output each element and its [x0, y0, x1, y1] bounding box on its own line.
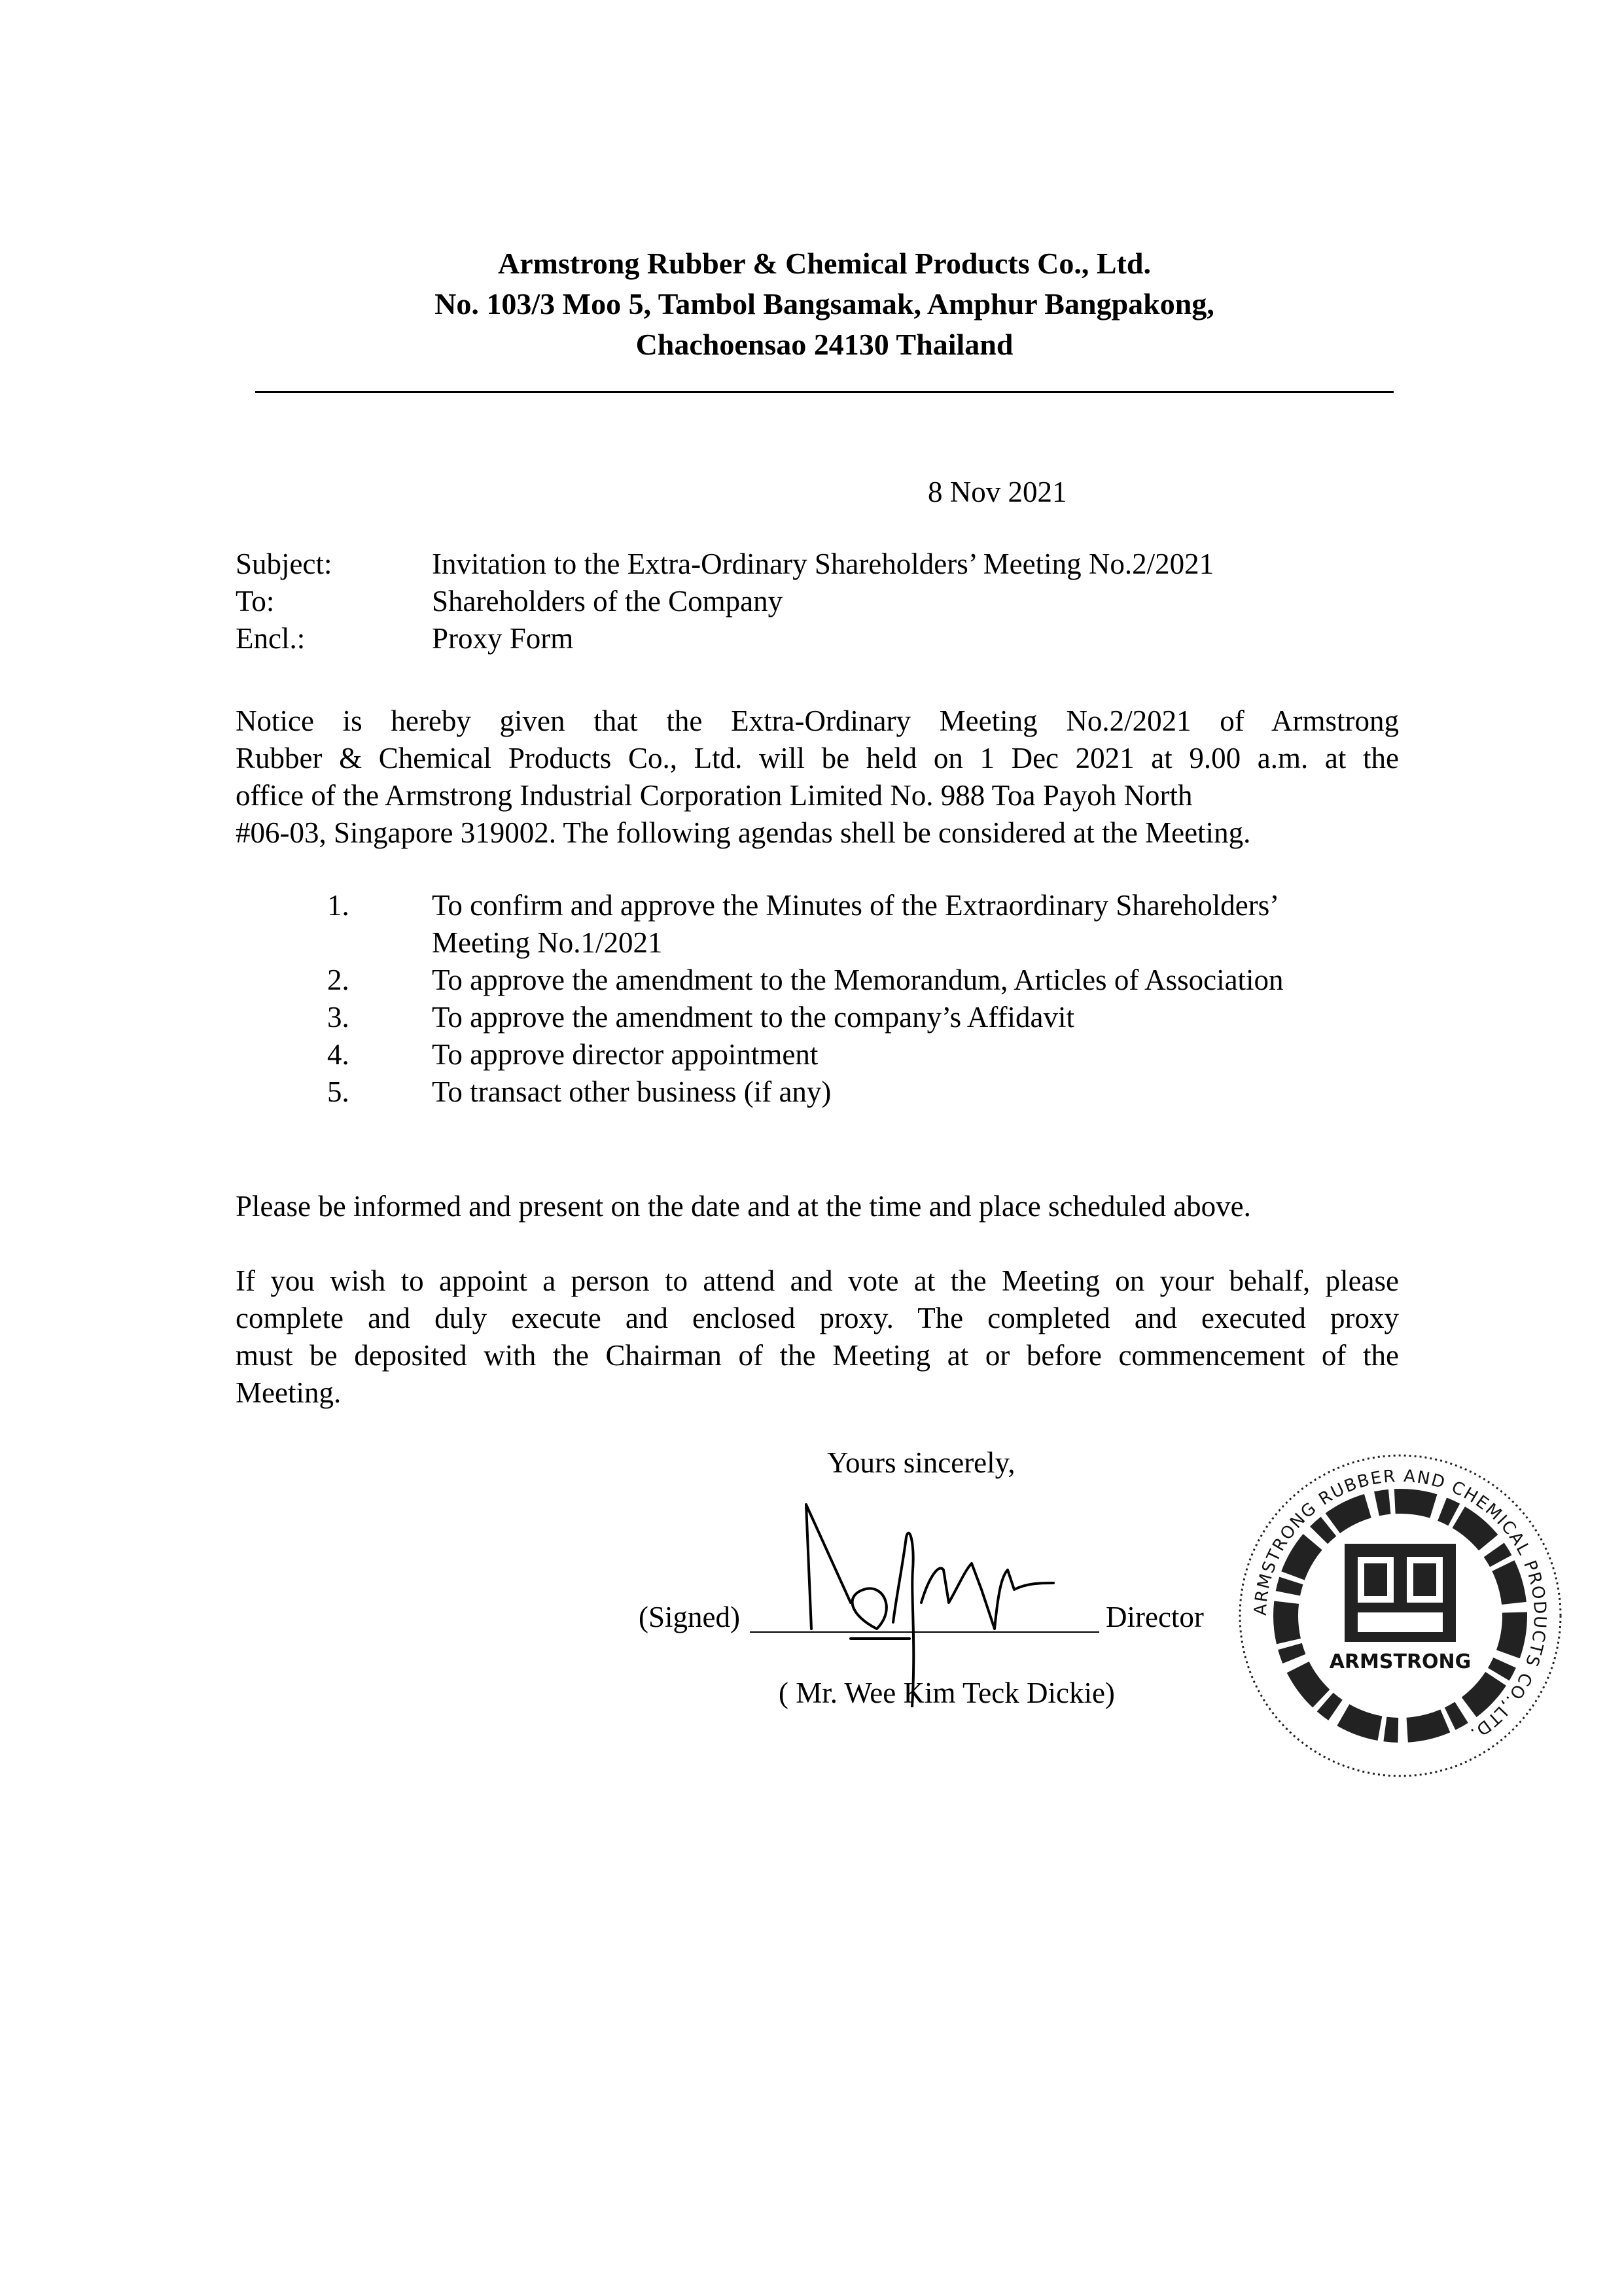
letterhead-divider — [255, 391, 1394, 393]
notice-line: Rubber & Chemical Products Co., Ltd. will be held on 1 Dec 2021 at 9.00 a.m. at the — [236, 742, 1399, 774]
to-row — [236, 583, 1214, 620]
agenda-text-continued: Meeting No.1/2021 — [432, 926, 663, 959]
notice-line: #06-03, Singapore 319002. The following agendas shell be considered at the Meeting. — [236, 816, 1251, 849]
subject-value: Invitation to the Extra-Ordinary Shareholders’ Meeting No.2/2021 — [432, 548, 1214, 580]
letterhead — [236, 243, 1413, 365]
seal-ring-text: ARMSTRONG RUBBER AND CHEMICAL PRODUCTS CO.,LTD. — [1250, 1466, 1550, 1745]
agenda-number: 1. — [327, 889, 349, 922]
subject-label: Subject: — [236, 548, 332, 580]
seal-logo — [1345, 1544, 1456, 1642]
agenda-item — [327, 999, 1400, 1036]
closing-salutation: Yours sincerely, — [827, 1446, 1015, 1479]
company-seal — [1230, 1446, 1570, 1786]
handwritten-signature — [772, 1498, 1060, 1707]
inform-paragraph: Please be informed and present on the date and at the time and place scheduled above. — [236, 1190, 1251, 1223]
enclosure-value: Proxy Form — [432, 622, 574, 655]
company-address-line1: No. 103/3 Moo 5, Tambol Bangsamak, Amphur Bangpakong, — [434, 287, 1214, 321]
to-value: Shareholders of the Company — [432, 585, 783, 617]
proxy-line: complete and duly execute and enclosed proxy. The completed and executed proxy — [236, 1302, 1399, 1334]
proxy-line: Meeting. — [236, 1376, 342, 1409]
notice-line: Notice is hereby given that the Extra-Ordinary Meeting No.2/2021 of Armstrong — [236, 704, 1399, 737]
agenda-number: 3. — [327, 1001, 349, 1034]
agenda-text: To approve director appointment — [432, 1038, 819, 1071]
signatory-name: ( Mr. Wee Kim Teck Dickie) — [779, 1677, 1115, 1709]
agenda-list — [327, 887, 1400, 1111]
company-address-line2: Chachoensao 24130 Thailand — [635, 328, 1014, 361]
proxy-line: If you wish to appoint a person to attend and vote at the Meeting on your behalf, please — [236, 1264, 1399, 1297]
agenda-text: To confirm and approve the Minutes of the Extraordinary Shareholders’ — [432, 889, 1280, 922]
agenda-number: 5. — [327, 1075, 349, 1108]
agenda-item — [327, 1073, 1400, 1111]
agenda-text: To approve the amendment to the Memorandum, Articles of Association — [432, 964, 1284, 996]
signed-label: (Signed) — [639, 1601, 740, 1633]
agenda-item — [327, 962, 1400, 999]
notice-paragraph — [236, 703, 1399, 852]
proxy-paragraph — [236, 1262, 1399, 1412]
agenda-item — [327, 887, 1400, 962]
letter-meta — [236, 546, 1214, 657]
to-label: To: — [236, 585, 275, 617]
seal-brand-text: ARMSTRONG — [1329, 1650, 1472, 1673]
enclosure-label: Encl.: — [236, 622, 306, 655]
agenda-text: To approve the amendment to the company’s Affidavit — [432, 1001, 1075, 1034]
agenda-item — [327, 1036, 1400, 1073]
proxy-line: must be deposited with the Chairman of the Meeting at or before commencement of the — [236, 1339, 1399, 1372]
enclosure-row — [236, 620, 1214, 657]
subject-row — [236, 546, 1214, 583]
notice-line: office of the Armstrong Industrial Corporation Limited No. 988 Toa Payoh North — [236, 779, 1193, 812]
agenda-number: 2. — [327, 964, 349, 996]
signatory-title: Director — [1106, 1601, 1204, 1633]
agenda-text: To transact other business (if any) — [432, 1075, 832, 1108]
letter-date: 8 Nov 2021 — [928, 476, 1067, 508]
company-name: Armstrong Rubber & Chemical Products Co., Ltd. — [498, 247, 1151, 280]
agenda-number: 4. — [327, 1038, 349, 1071]
